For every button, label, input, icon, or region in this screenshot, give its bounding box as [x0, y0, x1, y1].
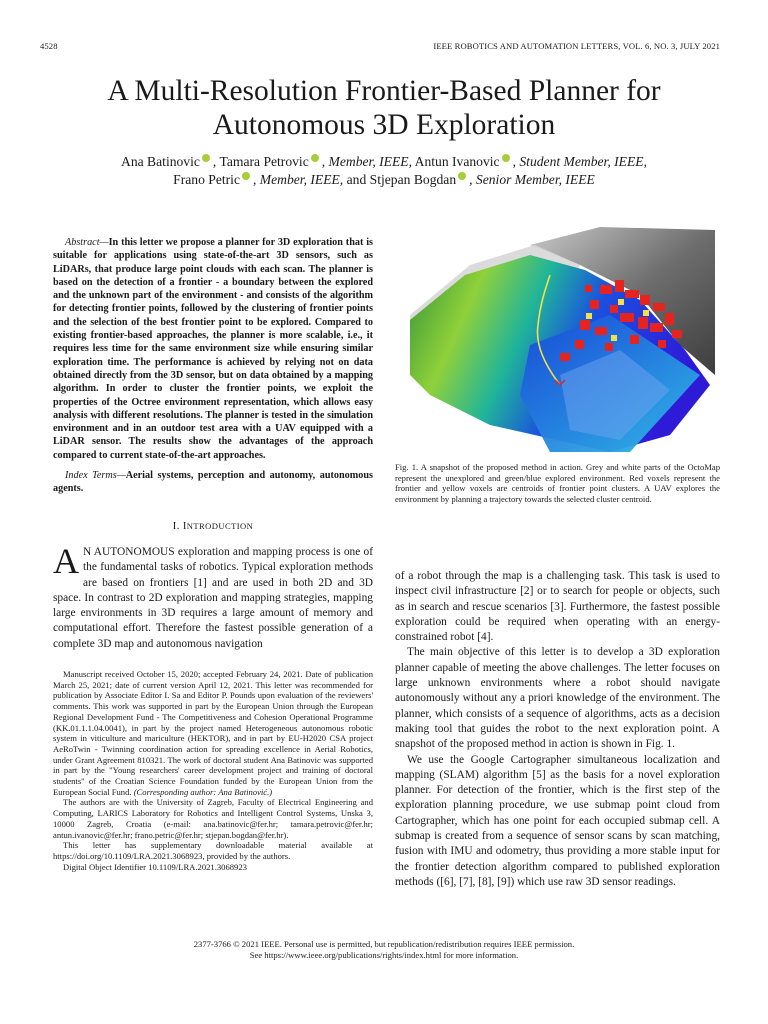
author-name: Stjepan Bogdan — [369, 172, 457, 187]
orcid-icon[interactable] — [502, 154, 510, 162]
author-role: Senior Member, IEEE — [475, 172, 595, 187]
index-terms — [53, 469, 373, 496]
author-role: Student Member, IEEE, — [519, 154, 647, 169]
author-role: Member, IEEE, — [259, 172, 344, 187]
author-name: Frano Petric — [173, 172, 240, 187]
author-name: Antun Ivanovic — [414, 154, 500, 169]
footnote-affiliation: The authors are with the University of Zagreb, Faculty of Electrical Engineering and Computing, LARICS Laboratory for Robotics and Intelligent Control Systems, Unska 3, 10000 Zagreb, Croatia (e-mail: ana.batinovic@fer.hr; tamara.petrovic@fer.hr; antun.ivanovic@fer.hr; frano.petric@fer.hr; stjepan.bogdan@fer.hr). — [53, 797, 373, 840]
section-number: I. — [172, 521, 180, 532]
author-name: Tamara Petrovic — [219, 154, 309, 169]
paragraph-objective: The main objective of this letter is to develop a 3D exploration planner capable of meeting the above challenges. The letter focuses on large unknown environments where a robot should navigate autonomously without any a priori knowledge of the environment. The planner, which consists of a sequence of algorithms, acts as a decision making tool that guides the robot to the next exploration point. A snapshot of the proposed method in action is shown in Fig. 1. — [395, 646, 720, 751]
index-terms-text: Aerial systems, perception and autonomy, autonomous agents. — [53, 470, 373, 495]
orcid-icon[interactable] — [458, 172, 466, 180]
abstract — [53, 236, 373, 462]
footnote-doi: Digital Object Identifier 10.1109/LRA.2021.3068923 — [63, 861, 247, 872]
journal-header: IEEE ROBOTICS AND AUTOMATION LETTERS, VOL. 6, NO. 3, JULY 2021 — [433, 41, 720, 51]
paragraph-cartographer: We use the Google Cartographer simultaneous localization and mapping (SLAM) algorithm [5] as the basis for a novel exploration planner. For detection of the frontier, which is the first step of the exploration planning procedure, we use submap point cloud from Cartographer, which has one point for each occupied submap cell. A submap is created from a sequence of sensor scans by scan matching, fusion with IMU and odometry, thus providing a more stable input for the frontier detection algorithm compared to published exploration methods ([6], [7], [8], [9]) which use raw 3D sensor readings. — [395, 753, 720, 888]
orcid-icon[interactable] — [242, 172, 250, 180]
paragraph-continuation: of a robot through the map is a challenging task. This task is used to inspect civil infrastructure [2] or to search for people or objects, such as in search and rescue scenarios [3]. Furthermore, the fastest possible exploration could be required when operating with an energy-constrained robot [4]. — [395, 570, 720, 644]
orcid-icon[interactable] — [311, 154, 319, 162]
figure-octomap-image — [410, 225, 715, 452]
rights-link-line: See https://www.ieee.org/publications/rights/index.html for more information. — [249, 950, 519, 960]
footnote-supplementary: This letter has supplementary downloadable material available at https://doi.org/10.1109/LRA.2021.3068923, provided by the authors. — [53, 840, 373, 861]
section-heading — [53, 521, 373, 532]
footnote-corresponding: (Corresponding author: Ana Batinović.) — [133, 786, 273, 797]
author-role: Member, IEEE, — [328, 154, 412, 169]
paper-title — [40, 74, 728, 142]
footnote — [53, 669, 373, 872]
intro-paragraph — [53, 541, 373, 652]
title-line-2: Autonomous 3D Exploration — [212, 109, 556, 141]
copyright-line: 2377-3766 © 2021 IEEE. Personal use is permitted, but republication/redistribution requires IEEE permission. — [193, 939, 575, 949]
section-title-rest: NTRODUCTION — [186, 521, 254, 531]
drop-cap: A — [53, 541, 79, 581]
copyright-footer — [40, 939, 728, 961]
author-name: Ana Batinovic — [121, 154, 200, 169]
right-column-body — [395, 569, 720, 890]
index-terms-label: Index Terms— — [65, 470, 126, 481]
figure-caption: Fig. 1. A snapshot of the proposed method in action. Grey and white parts of the OctoMap represent the unexplored and green/blue explored environment. Red voxels represent the frontier and yellow voxels are centroids of frontier point clusters. A UAV explores the environment by planning a trajectory towards the selected cluster centroid. — [395, 462, 720, 505]
orcid-icon[interactable] — [202, 154, 210, 162]
page-number: 4528 — [40, 41, 58, 51]
section-title-initial: I — [182, 521, 187, 532]
footnote-manuscript: Manuscript received October 15, 2020; accepted February 24, 2021. Date of publication March 25, 2021; date of current version April 12, 2021. This letter was recommended for publication by Associate Editor I. Sa and Editor P. Pounds upon evaluation of the reviewers' comments. This work was supported in part by the European Union through the European Regional Development Fund - The Competitiveness and Cohesion Operational Programme (KK.01.1.1.04.0041), in part by the project named Heterogeneous autonomous robotic system in viticulture and mariculture (HEKTOR), and in part by EU-H2020 CSA project AeRoTwin - Twinning coordination action for spreading excellence in Aerial Robotics, under Grant Agreement 810321. The work of doctoral student Ana Batinovic was supported in part by the "Young researchers' career development project and training of doctoral students" of the Croatian Science Foundation funded by the European Union from the European Social Fund. — [53, 669, 373, 797]
intro-text: N AUTONOMOUS exploration and mapping process is one of the fundamental tasks of robotics. Typical exploration methods are based on frontiers [1] and are used in both 2D and 3D space. In contrast to 2D exploration and mapping strategies, mapping large environments in 3D requires a large amount of memory and computational effort. Therefore the fastest possible generation of a complete 3D map and autonomous navigation — [53, 546, 373, 650]
author-list: Ana Batinovic , Tamara Petrovic , Member, IEEE, Antun Ivanovic , Student Member, IEEE, Frano Petric , Member, IEEE, and Stjepan Bogdan , Senior Member, IEEE — [121, 154, 647, 187]
abstract-text: In this letter we propose a planner for 3D exploration that is suitable for applications using state-of-the-art 3D sensors, such as LiDARs, that produce large point clouds with each scan. The planner is based on the detection of a frontier - a boundary between the explored and the unknown part of the environment - and consists of the algorithm for detecting frontier points, followed by the clustering of frontier points and the selection of the best frontier point to be explored. Compared to existing frontier-based approaches, the planner is more scalable, i.e., it requires less time for the same environment size while ensuring similar exploration time. The performance is achieved by relying not on data obtained directly from the 3D sensor, but on data obtained by a mapping algorithm. In order to cluster the frontier points, we exploit the properties of the Octree environment representation, which allows easy analysis with different resolutions. The planner is tested in the simulation environment and in an outdoor test area with a UAV equipped with a LiDAR sensor. The results show the advantages of the approach compared to current state-of-the-art approaches. — [53, 237, 373, 461]
abstract-label: Abstract— — [65, 237, 109, 248]
author-conjunction: and — [346, 172, 367, 187]
title-line-1: A Multi-Resolution Frontier-Based Planner for — [107, 75, 661, 107]
